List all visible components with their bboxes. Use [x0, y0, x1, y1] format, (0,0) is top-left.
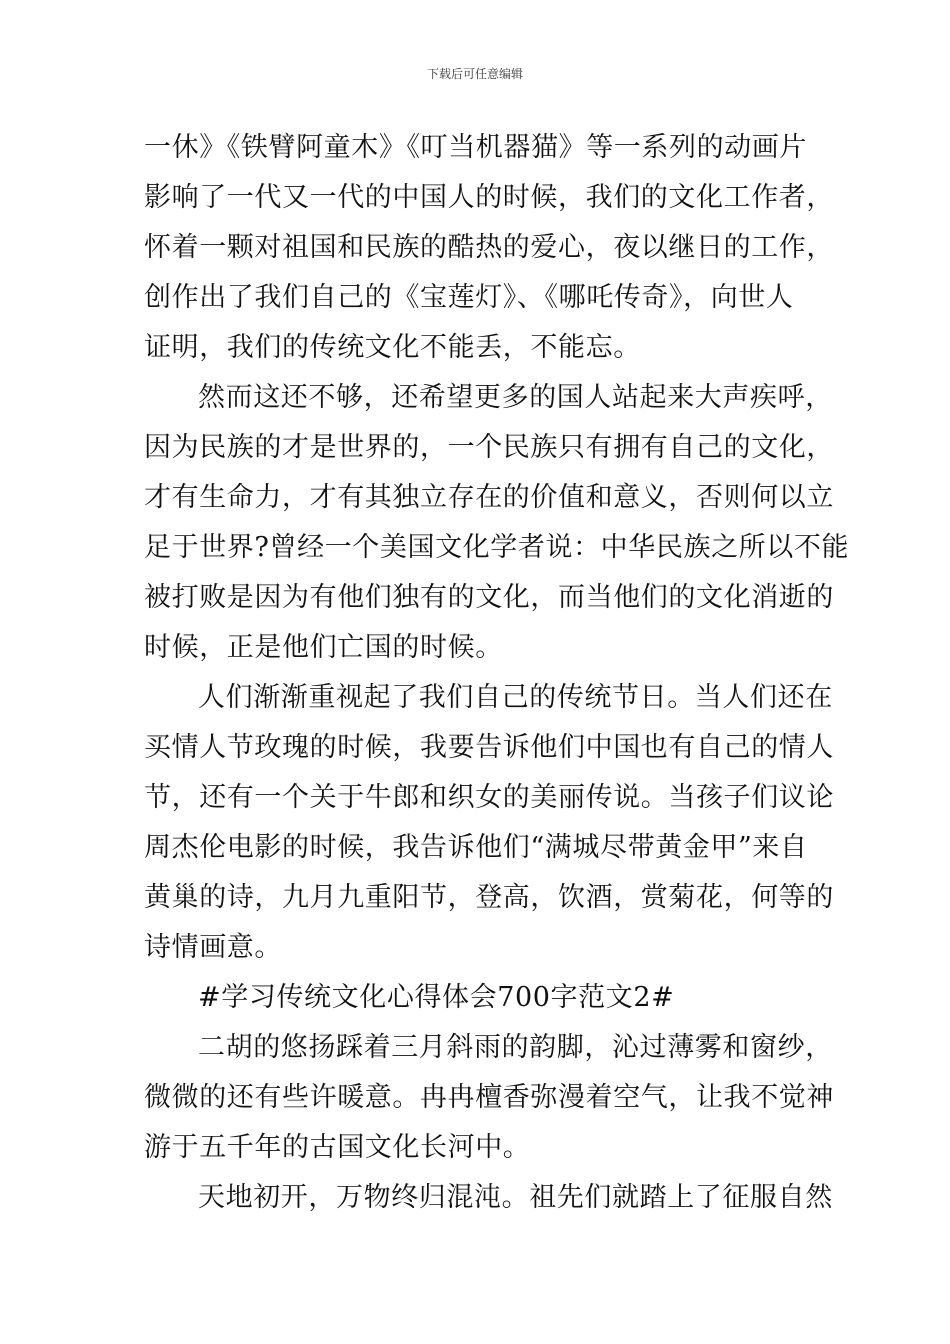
- text-line: 诗情画意。: [144, 932, 282, 963]
- section-heading: #学习传统文化心得体会700字范文2#: [198, 982, 675, 1013]
- text-line: 被打败是因为有他们独有的文化，而当他们的文化消逝的: [144, 582, 834, 613]
- page-header: 下载后可任意编辑: [426, 67, 523, 81]
- text-line: 才有生命力，才有其独立存在的价值和意义，否则何以立: [144, 482, 834, 513]
- text-line: 创作出了我们自己的《宝莲灯》、《哪吒传奇》，向世人: [144, 282, 794, 313]
- paragraph-first-line: 天地初开，万物终归混沌。祖先们就踏上了征服自然: [198, 1182, 833, 1213]
- paragraph-first-line: 二胡的悠扬踩着三月斜雨的韵脚，沁过薄雾和窗纱，: [198, 1032, 833, 1063]
- text-line: 节，还有一个关于牛郎和织女的美丽传说。当孩子们议论: [144, 782, 834, 813]
- text-line: 一休》《铁臂阿童木》《叮当机器猫》等一系列的动画片: [144, 132, 807, 163]
- text-line: 怀着一颗对祖国和民族的酷热的爱心，夜以继日的工作，: [144, 232, 834, 263]
- text-line: 因为民族的才是世界的，一个民族只有拥有自己的文化，: [144, 432, 834, 463]
- text-line: 时候，正是他们亡国的时候。: [144, 632, 503, 663]
- text-line: 周杰伦电影的时候，我告诉他们“满城尽带黄金甲”来自: [144, 832, 808, 863]
- paragraph-first-line: 人们渐渐重视起了我们自己的传统节日。当人们还在: [198, 682, 833, 713]
- document-body: [144, 123, 850, 1223]
- text-line: 证明，我们的传统文化不能丢，不能忘。: [144, 332, 641, 363]
- text-line: 微微的还有些许暖意。冉冉檀香弥漫着空气，让我不觉神: [144, 1082, 834, 1113]
- paragraph-first-line: 然而这还不够，还希望更多的国人站起来大声疾呼，: [198, 382, 833, 413]
- text-line: 足于世界?曾经一个美国文化学者说：中华民族之所以不能: [144, 532, 850, 563]
- text-line: 影响了一代又一代的中国人的时候，我们的文化工作者，: [144, 182, 834, 213]
- text-line: 买情人节玫瑰的时候，我要告诉他们中国也有自己的情人: [144, 732, 834, 763]
- text-line: 黄巢的诗，九月九重阳节，登高，饮酒，赏菊花，何等的: [144, 882, 834, 913]
- text-line: 游于五千年的古国文化长河中。: [144, 1132, 531, 1163]
